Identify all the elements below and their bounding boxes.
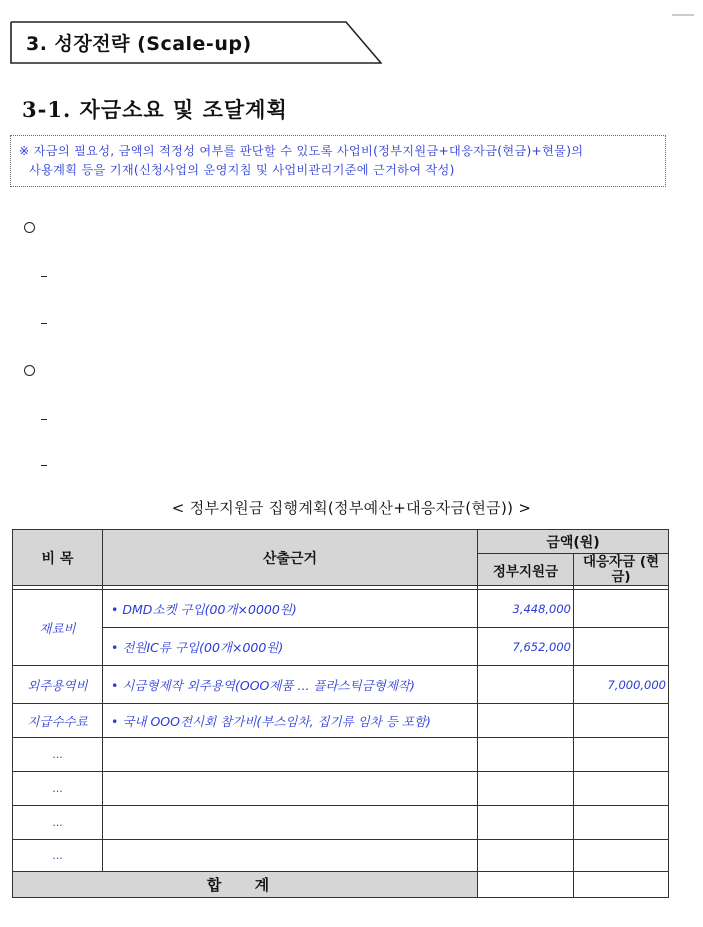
section-header bbox=[10, 20, 382, 64]
row-matching-amount bbox=[574, 628, 669, 666]
header-category: 비 목 bbox=[13, 530, 103, 586]
row-gov-amount bbox=[478, 840, 574, 872]
total-row bbox=[13, 872, 669, 898]
header-basis: 산출근거 bbox=[103, 530, 478, 586]
budget-plan-table bbox=[12, 529, 669, 898]
row-category: ... bbox=[13, 738, 103, 772]
row-category: ... bbox=[13, 772, 103, 806]
notice-line-1: ※ 자금의 필요성, 금액의 적정성 여부를 판단할 수 있도록 사업비(정부지원금+대응자금(현금)+현물)의 bbox=[19, 144, 584, 158]
row-basis bbox=[103, 806, 478, 840]
header-gov-subsidy: 정부지원금 bbox=[478, 554, 574, 586]
section-title: 3. 성장전략 (Scale-up) bbox=[26, 33, 252, 55]
row-gov-amount: 3,448,000 bbox=[478, 590, 574, 628]
total-gov-amount bbox=[478, 872, 574, 898]
row-basis: • 전원IC류 구입(00개×000원) bbox=[103, 628, 478, 666]
row-gov-amount bbox=[478, 806, 574, 840]
row-gov-amount: 7,652,000 bbox=[478, 628, 574, 666]
table-caption: < 정부지원금 집행계획(정부예산+대응자금(현금)) > bbox=[171, 499, 532, 517]
row-basis: • 시금형제작 외주용역(OOO제품 ... 플라스틱금형제작) bbox=[103, 666, 478, 704]
row-category: 지급수수료 bbox=[13, 704, 103, 738]
circle-bullet-1 bbox=[24, 222, 35, 233]
table-row bbox=[13, 590, 669, 628]
row-matching-amount bbox=[574, 590, 669, 628]
row-matching-amount: 7,000,000 bbox=[574, 666, 669, 704]
dash-bullet-1 bbox=[41, 276, 47, 277]
row-gov-amount bbox=[478, 772, 574, 806]
header-matching-fund: 대응자금 (현금) bbox=[574, 554, 669, 586]
row-basis: • DMD소켓 구입(00개×0000원) bbox=[103, 590, 478, 628]
notice-line-2: 사용계획 등을 기재(신청사업의 운영지침 및 사업비관리기준에 근거하여 작성) bbox=[29, 163, 455, 177]
circle-bullet-2 bbox=[24, 365, 35, 376]
row-basis bbox=[103, 738, 478, 772]
row-matching-amount bbox=[574, 840, 669, 872]
guidance-notice bbox=[10, 135, 666, 187]
row-basis bbox=[103, 840, 478, 872]
row-category: 재료비 bbox=[13, 590, 103, 666]
row-matching-amount bbox=[574, 704, 669, 738]
row-gov-amount bbox=[478, 666, 574, 704]
row-gov-amount bbox=[478, 738, 574, 772]
total-matching-amount bbox=[574, 872, 669, 898]
table-row bbox=[13, 704, 669, 738]
row-matching-amount bbox=[574, 738, 669, 772]
row-category: ... bbox=[13, 806, 103, 840]
dash-bullet-2 bbox=[41, 323, 47, 324]
table-row bbox=[13, 806, 669, 840]
table-row bbox=[13, 628, 669, 666]
header-amount: 금액(원) bbox=[478, 530, 669, 554]
row-category: 외주용역비 bbox=[13, 666, 103, 704]
dash-bullet-4 bbox=[41, 465, 47, 466]
table-row bbox=[13, 840, 669, 872]
row-category: ... bbox=[13, 840, 103, 872]
row-basis bbox=[103, 772, 478, 806]
subsection-title: 3-1. 자금소요 및 조달계획 bbox=[22, 97, 288, 122]
page-corner-mark bbox=[672, 14, 694, 16]
row-basis: • 국내 OOO전시회 참가비(부스임차, 집기류 임차 등 포함) bbox=[103, 704, 478, 738]
total-label: 합 계 bbox=[13, 872, 478, 898]
table-row bbox=[13, 738, 669, 772]
row-matching-amount bbox=[574, 806, 669, 840]
table-row bbox=[13, 666, 669, 704]
row-gov-amount bbox=[478, 704, 574, 738]
row-matching-amount bbox=[574, 772, 669, 806]
dash-bullet-3 bbox=[41, 419, 47, 420]
table-row bbox=[13, 772, 669, 806]
